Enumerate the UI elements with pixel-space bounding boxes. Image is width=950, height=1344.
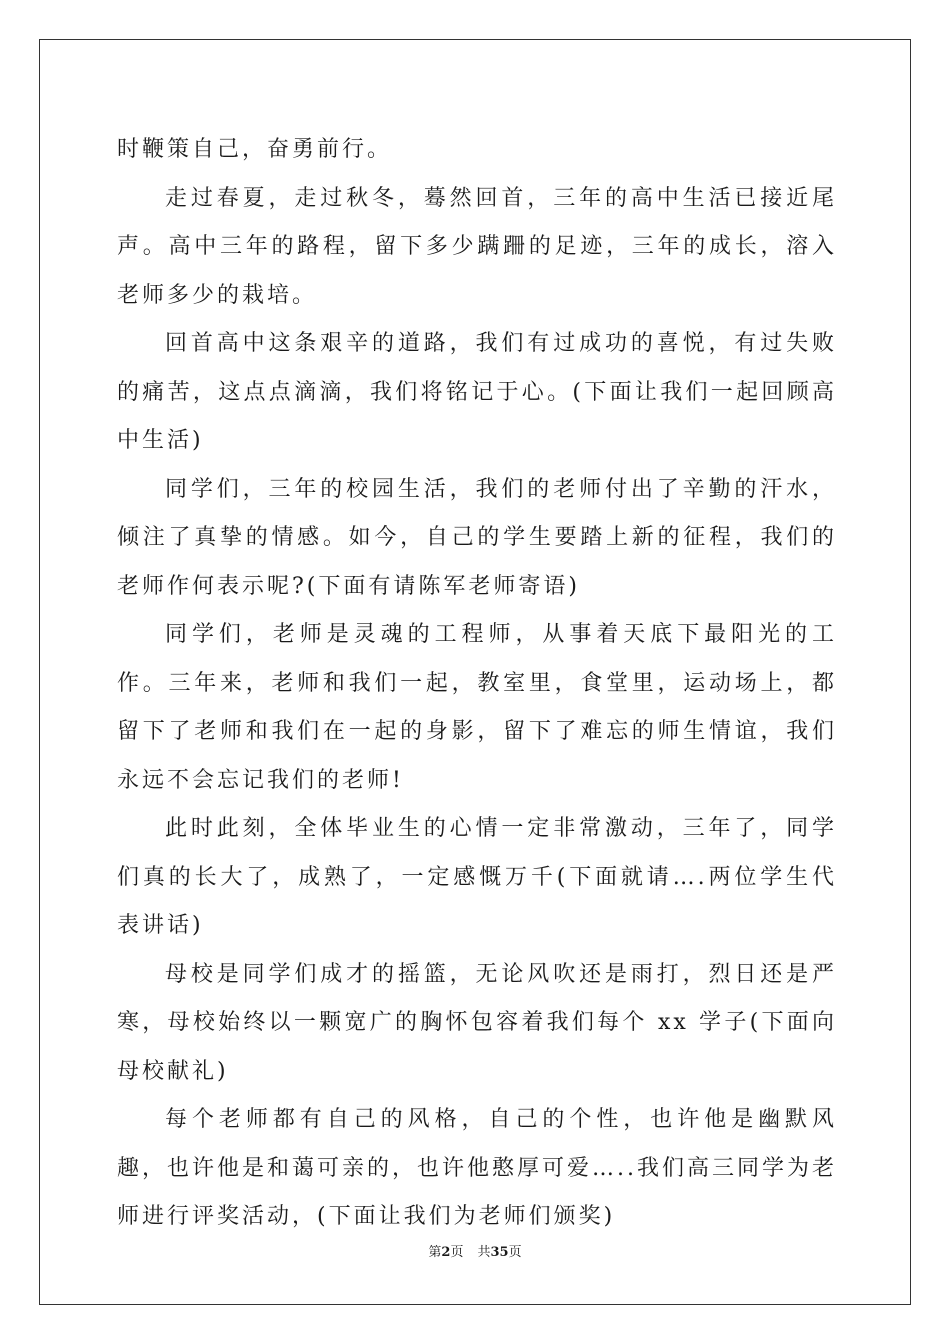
total-prefix: 共 (477, 1245, 491, 1260)
page-suffix: 页 (450, 1245, 464, 1260)
page-prefix: 第 (428, 1245, 442, 1260)
page-number: 2 (441, 1245, 451, 1260)
paragraph: 走过春夏，走过秋冬，蓦然回首，三年的高中生活已接近尾声。高中三年的路程，留下多少蹒跚的足迹，三年的成长，溶入老师多少的栽培。 (117, 185, 837, 308)
paragraph: 每个老师都有自己的风格，自己的个性，也许他是幽默风趣，也许他是和蔼可亲的，也许他憨厚可爱…..我们高三同学为老师进行评奖活动，(下面让我们为老师们颁奖) (117, 1107, 837, 1229)
paragraph: 时鞭策自己，奋勇前行。 (117, 137, 393, 162)
paragraph: 此时此刻，全体毕业生的心情一定非常激动，三年了，同学们真的长大了，成熟了，一定感慨万千(下面就请….两位学生代表讲话) (117, 816, 838, 938)
page-footer (0, 1243, 950, 1263)
paragraph: 同学们，老师是灵魂的工程师，从事着天底下最阳光的工作。三年来，老师和我们一起，教室里，食堂里，运动场上，都留下了老师和我们在一起的身影，留下了难忘的师生情谊，我们永远不会忘记我们的老师! (117, 622, 837, 793)
document-body (117, 126, 837, 1242)
total-suffix: 页 (508, 1245, 522, 1260)
paragraph: 同学们，三年的校园生活，我们的老师付出了辛勤的汗水，倾注了真挚的情感。如今，自己的学生要踏上新的征程，我们的老师作何表示呢?(下面有请陈军老师寄语) (117, 476, 837, 599)
total-pages: 35 (490, 1245, 509, 1260)
paragraph: 母校是同学们成才的摇篮，无论风吹还是雨打，烈日还是严寒，母校始终以一颗宽广的胸怀包容着我们每个 xx 学子(下面向母校献礼) (117, 961, 837, 1084)
paragraph: 回首高中这条艰辛的道路，我们有过成功的喜悦，有过失败的痛苦，这点点滴滴，我们将铭记于心。(下面让我们一起回顾高中生活) (117, 331, 837, 453)
